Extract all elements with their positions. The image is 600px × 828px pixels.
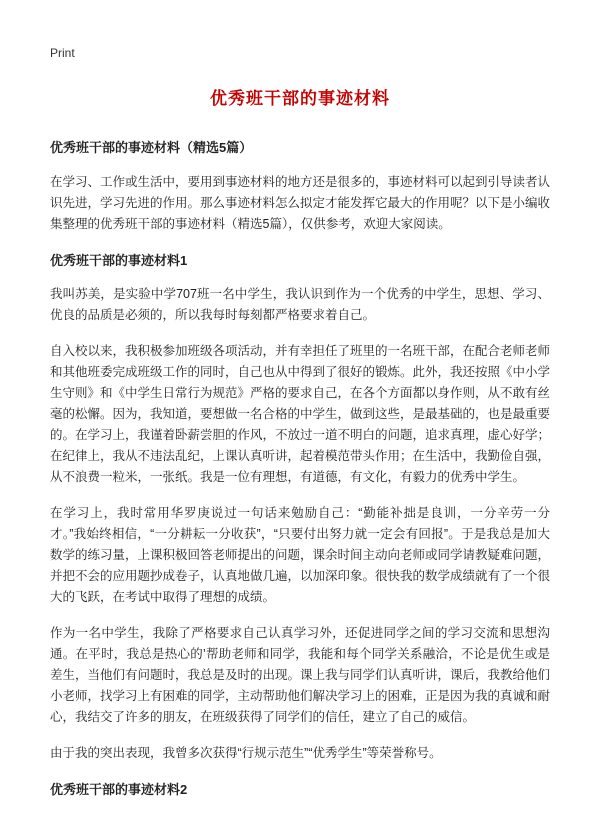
section-1-paragraph: 在学习上，我时常用华罗庚说过一句话来勉励自己：“勤能补拙是良训，一分辛劳一分才。”我始终相信，“一分耕耘一分收获”，“只要付出努力就一定会有回报”。于是我总是加大数学的练习量，上课积极回答老师提出的问题，课余时间主动向老师或同学请教疑难问题，并把不会的应用题抄成卷子，认真地做几遍，以加深印象。很快我的数学成绩就有了一个很大的飞跃，在考试中取得了理想的成绩。 xyxy=(50,506,551,604)
intro-paragraph: 在学习、工作或生活中，要用到事迹材料的地方还是很多的，事迹材料可以起到引导读者认识先进，学习先进的作用。那么事迹材料怎么拟定才能发挥它最大的作用呢？以下是小编收集整理的优秀班干部的事迹材料（精选5篇），仅供参考，欢迎大家阅读。 xyxy=(50,175,551,231)
section-1-heading: 优秀班干部的事迹材料1 xyxy=(50,253,188,268)
document-subtitle: 优秀班干部的事迹材料（精选5篇） xyxy=(50,140,253,155)
section-1-paragraph: 我叫苏美，是实验中学707班一名中学生，我认识到作为一个优秀的中学生，思想、学习、优良的品质是必须的，所以我每时每刻都严格要求着自己。 xyxy=(50,287,550,322)
print-link[interactable]: Print xyxy=(50,46,75,60)
document-title: 优秀班干部的事迹材料 xyxy=(210,89,390,108)
section-2-heading: 优秀班干部的事迹材料2 xyxy=(50,782,188,797)
section-1-paragraph: 自入校以来，我积极参加班级各项活动，并有幸担任了班里的一名班干部，在配合老师老师和其他班委完成班级工作的同时，自己也从中得到了很好的锻炼。此外，我还按照《中小学生守则》和《中学生日常行为规范》严格的要求自己，在各个方面都以身作则，从不敢有丝毫的松懈。因为，我知道，要想做一名合格的中学生，做到这些，是最基础的，也是最重要的。在学习上，我谨着卧薪尝胆的作风，不放过一道不明白的问题，追求真理，虚心好学；在纪律上，我从不违法乱纪，上课认真听讲，起着模范带头作用；在生活中，我勤俭自强，从不浪费一粒米，一张纸。我是一位有理想，有道德，有文化，有毅力的优秀中学生。 xyxy=(50,344,551,484)
section-1-paragraph: 作为一名中学生，我除了严格要求自己认真学习外，还促进同学之间的学习交流和思想沟通。在平时，我总是热心的’帮助老师和同学，我能和每个同学关系融洽，不论是优生或是差生，当他们有问题时，我总是及时的出现。课上我与同学们认真听讲，课后，我教给他们小老师，找学习上有困难的同学，主动帮助他们解决学习上的困难，正是因为我的真诚和耐心，我结交了许多的朋友，在班级获得了同学们的信任，建立了自己的威信。 xyxy=(50,626,551,724)
section-1-paragraph: 由于我的突出表现，我曾多次获得“行规示范生”“优秀学生”等荣誉称号。 xyxy=(50,746,442,760)
